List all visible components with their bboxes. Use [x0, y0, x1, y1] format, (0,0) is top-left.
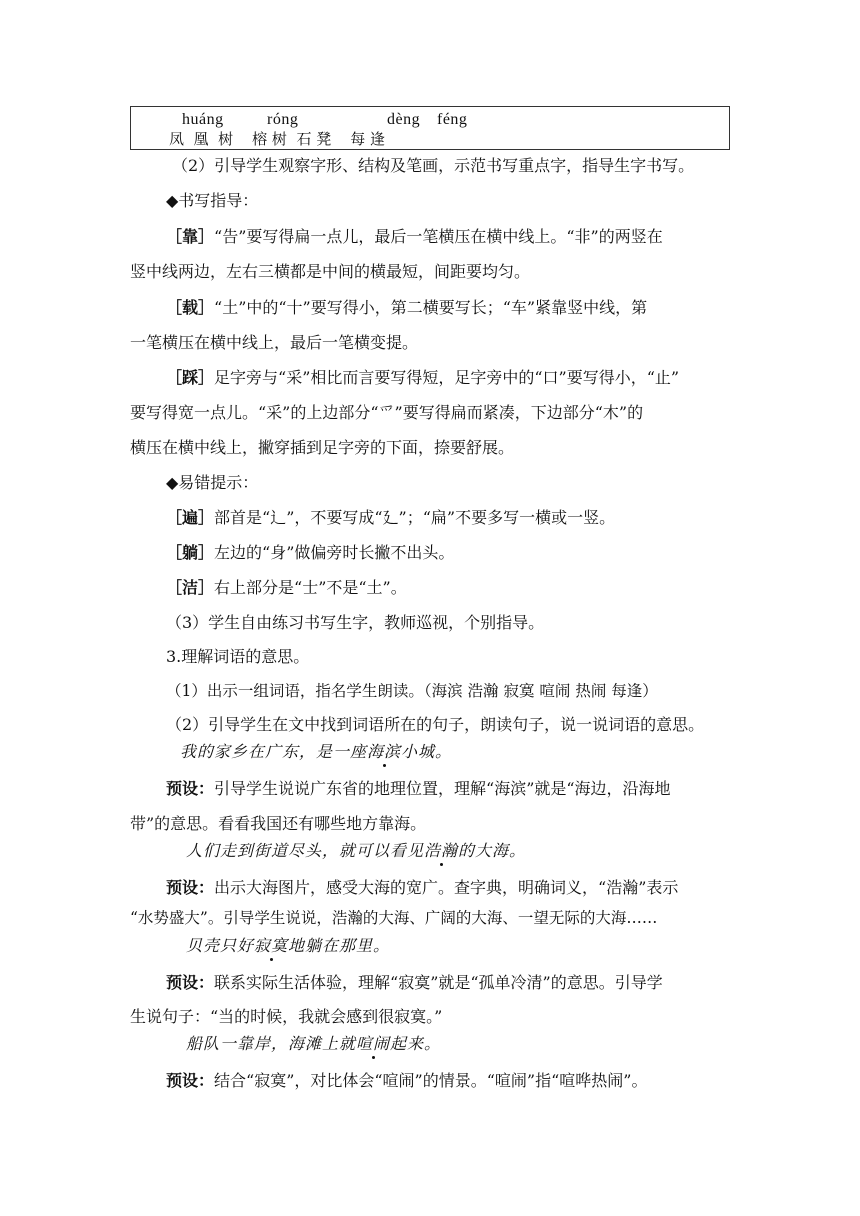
preset-3-cont: 生说句子：“当的时候，我就会感到很寂寞。” [130, 1007, 443, 1026]
step-3-text: （3）学生自由练习书写生字，教师巡视，个别指导。 [166, 613, 545, 632]
example-1-keyword: 海滨 [367, 742, 402, 761]
char-label-bian: ［遍］ [166, 508, 215, 527]
preset-1-label: 预设： [166, 779, 215, 798]
example-4-keyword: 喧闹 [356, 1034, 391, 1053]
example-sentence-2 [186, 841, 526, 861]
preset-3-text: 联系实际生活体验，理解“寂寞”就是“孤单冷清”的意思。引导学 [214, 973, 663, 992]
guide-zai [166, 298, 647, 318]
example-sentence-1 [180, 742, 452, 762]
example-2-part-a: 人们走到街道尽头，就可以看见 [186, 841, 425, 860]
guide-cai-text: 足字旁与“采”相比而言要写得短，足字旁中的“口”要写得小，“止” [214, 368, 680, 387]
preset-4-text: 结合“寂寞”，对比体会“喧闹”的情景。“喧闹”指“喧哗热闹”。 [214, 1071, 648, 1090]
example-sentence-4 [186, 1034, 441, 1054]
error-tips-heading: ◆易错提示： [166, 473, 259, 492]
char-label-zai: ［载］ [166, 298, 215, 317]
guide-kao-cont: 竖中线两边，左右三横都是中间的横最短，间距要均匀。 [130, 262, 531, 281]
pinyin-table [130, 106, 730, 150]
pinyin-rong: róng [267, 111, 299, 128]
char-label-kao: ［靠］ [166, 227, 215, 246]
word-list-text: （1）出示一组词语，指名学生朗读。（海滨 浩瀚 寂寞 喧闹 热闹 每逢） [166, 682, 658, 700]
pinyin-feng: féng [437, 111, 468, 128]
example-1-part-c: 小城。 [401, 742, 453, 761]
preset-2 [166, 878, 678, 898]
tip-tang [166, 543, 454, 563]
writing-guide-heading: ◆书写指导： [166, 191, 259, 210]
guide-zai-cont: 一笔横压在横中线上，最后一笔横变提。 [130, 333, 419, 352]
example-4-part-c: 起来。 [390, 1034, 442, 1053]
example-4-part-a: 船队一靠岸，海滩上就 [186, 1034, 357, 1053]
example-2-part-c: 的大海。 [458, 841, 527, 860]
tip-jie [166, 578, 407, 598]
preset-1-text: 引导学生说说广东省的地理位置，理解“海滨”就是“海边，沿海地 [214, 779, 671, 798]
char-label-tang: ［躺］ [166, 543, 215, 562]
guide-zai-text: “土”中的“十”要写得小，第二横要写长；“车”紧靠竖中线，第 [214, 298, 648, 317]
tip-tang-text: 左边的“身”做偏旁时长撇不出头。 [214, 543, 455, 562]
char-label-cai: ［踩］ [166, 368, 215, 387]
tip-bian [166, 508, 615, 528]
preset-1-cont: 带”的意思。看看我国还有哪些地方靠海。 [130, 814, 427, 833]
pinyin-deng: dèng [387, 111, 421, 128]
example-3-part-c: 地躺在那里。 [288, 936, 391, 955]
preset-4 [166, 1071, 647, 1091]
pinyin-huang: huáng [182, 111, 224, 128]
guide-cai-cont-1: 要写得宽一点儿。“采”的上边部分“爫”要写得扁而紧凑，下边部分“木”的 [130, 403, 644, 422]
guide-cai [166, 368, 679, 388]
preset-3-label: 预设： [166, 973, 215, 992]
guide-kao [166, 227, 663, 247]
preset-3 [166, 973, 663, 993]
preset-2-cont: “水势盛大”。引导学生说说，浩瀚的大海、广阔的大海、一望无际的大海…… [130, 909, 658, 927]
example-sentence-3 [186, 936, 390, 956]
find-sentence-text: （2）引导学生在文中找到词语所在的句子，朗读句子，说一说词语的意思。 [166, 715, 705, 734]
tip-bian-text: 部首是“辶”，不要写成“廴”；“扁”不要多写一横或一竖。 [214, 508, 616, 527]
step-2-text: （2）引导学生观察字形、结构及笔画，示范书写重点字，指导生字书写。 [172, 156, 695, 175]
guide-cai-cont-2: 横压在横中线上，撇穿插到足字旁的下面，捺要舒展。 [130, 438, 515, 457]
section-3-heading: 3.理解词语的意思。 [166, 647, 310, 666]
hanzi-row: 凤 凰 树 榕 树 石 凳 每 逢 [169, 130, 386, 148]
example-3-keyword: 寂寞 [254, 936, 289, 955]
example-3-part-a: 贝壳只好 [186, 936, 255, 955]
example-2-keyword: 浩瀚 [424, 841, 459, 860]
preset-2-text: 出示大海图片，感受大海的宽广。查字典，明确词义，“浩瀚”表示 [214, 878, 679, 897]
guide-kao-text: “告”要写得扁一点儿，最后一笔横压在横中线上。“非”的两竖在 [214, 227, 663, 246]
preset-2-label: 预设： [166, 878, 215, 897]
tip-jie-text: 右上部分是“士”不是“土”。 [214, 578, 407, 597]
preset-4-label: 预设： [166, 1071, 215, 1090]
preset-1 [166, 779, 671, 799]
char-label-jie: ［洁］ [166, 578, 215, 597]
example-1-part-a: 我的家乡在广东，是一座 [180, 742, 368, 761]
